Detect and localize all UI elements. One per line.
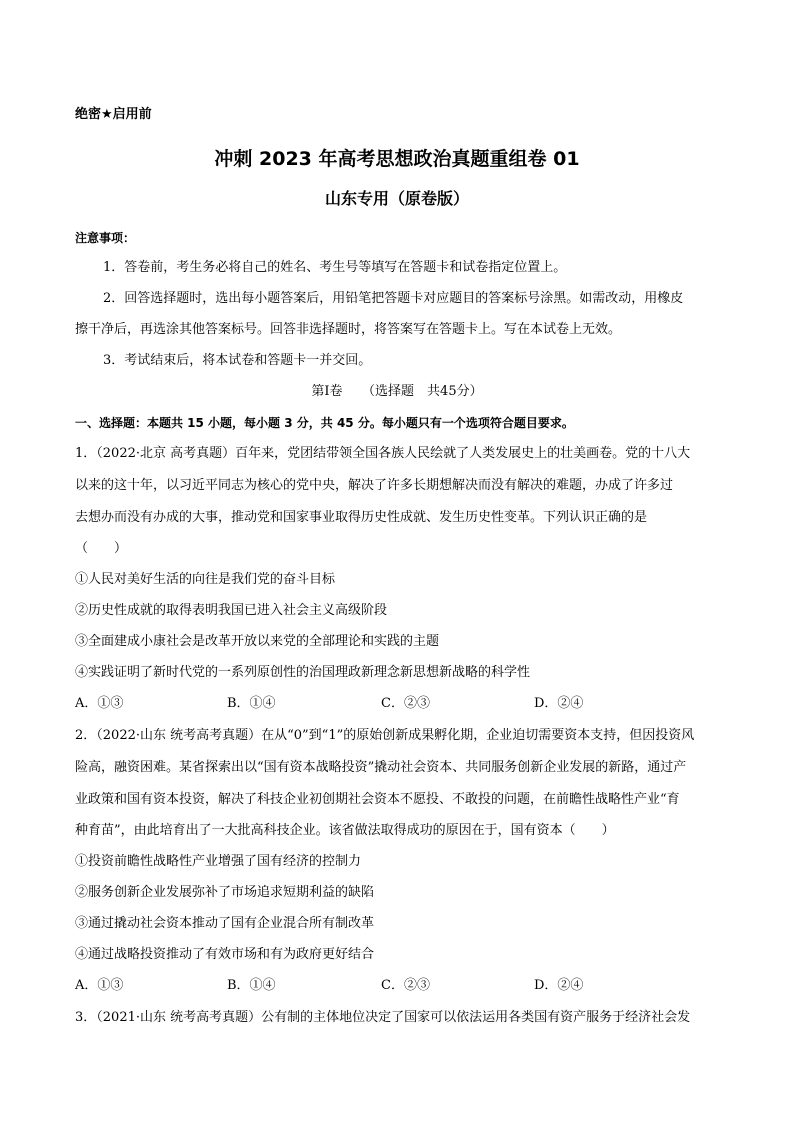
question-1-text: 去想办而没有办成的大事，推动党和国家事业取得历史性成就、发生历史性变革。下列认识正确的是 bbox=[75, 510, 648, 525]
question-1-statement: ④实践证明了新时代党的一系列原创性的治国理政新理念新思想新战略的科学性 bbox=[75, 665, 531, 680]
question-2-statement: ③通过撬动社会资本推动了国有企业混合所有制改革 bbox=[75, 916, 375, 931]
question-2-text: 险高，融资困难。某省探索出以“国有资本战略投资”撬动社会资本、共同服务创新企业发展的新路，通过产 bbox=[75, 760, 687, 775]
option-b[interactable]: B．①④ bbox=[227, 978, 276, 993]
question-2-text: 种育苗”，由此培育出了一大批高科技企业。该省做法取得成功的原因在于，国有资本（ ） bbox=[75, 823, 615, 838]
question-1-blank: （ ） bbox=[75, 541, 128, 556]
option-c[interactable]: C．②③ bbox=[381, 696, 430, 711]
question-1-statement: ①人民对美好生活的向往是我们党的奋斗目标 bbox=[75, 572, 336, 587]
question-1-statement: ③全面建成小康社会是改革开放以来党的全部理论和实践的主题 bbox=[75, 634, 440, 649]
question-3-text: 3．（2021·山东 统考高考真题）公有制的主体地位决定了国家可以依法运用各类国有资产服务于经济社会发 bbox=[75, 1010, 691, 1025]
notice-item: 2．回答选择题时，选出每小题答案后，用铅笔把答题卡对应题目的答案标号涂黑。如需改动，用橡皮 bbox=[103, 291, 684, 306]
question-2-text: 2．（2022·山东 统考高考真题）在从“0”到“1”的原始创新成果孵化期，企业迫切需要资本支持，但因投资风 bbox=[75, 728, 695, 743]
notice-item: 3．考试结束后，将本试卷和答题卡一并交回。 bbox=[103, 353, 372, 368]
question-2-statement: ①投资前瞻性战略性产业增强了国有经济的控制力 bbox=[75, 854, 362, 869]
question-2-statement: ②服务创新企业发展弥补了市场追求短期利益的缺陷 bbox=[75, 885, 375, 900]
option-b[interactable]: B．①④ bbox=[227, 696, 276, 711]
option-c[interactable]: C．②③ bbox=[381, 978, 430, 993]
notice-item-continuation: 擦干净后，再选涂其他答案标号。回答非选择题时，将答案写在答题卡上。写在本试卷上无效。 bbox=[75, 322, 622, 337]
question-1-options bbox=[75, 695, 725, 713]
notice-item: 1．答卷前，考生务必将自己的姓名、考生号等填写在答题卡和试卷指定位置上。 bbox=[103, 260, 567, 275]
question-2-options bbox=[75, 977, 725, 995]
page-subtitle: 山东专用（原卷版） bbox=[324, 189, 469, 208]
question-1-text: 1．（2022·北京 高考真题）百年来，党团结带领全国各族人民绘就了人类发展史上的壮美画卷。党的十八大 bbox=[75, 446, 691, 461]
question-2-text: 业政策和国有资本投资，解决了科技企业初创期社会资本不愿投、不敢投的问题，在前瞻性战略性产业“育 bbox=[75, 792, 680, 807]
question-2-statement: ④通过战略投资推动了有效市场和有为政府更好结合 bbox=[75, 947, 375, 962]
option-a[interactable]: A．①③ bbox=[75, 978, 124, 993]
page-title: 冲刺 2023 年高考思想政治真题重组卷 01 bbox=[214, 148, 580, 170]
section-title: 第Ⅰ卷 （选择题 共45分） bbox=[311, 384, 483, 399]
notice-heading: 注意事项： bbox=[75, 231, 136, 245]
option-d[interactable]: D．②④ bbox=[534, 696, 584, 711]
question-1-statement: ②历史性成就的取得表明我国已进入社会主义高级阶段 bbox=[75, 603, 388, 618]
option-a[interactable]: A．①③ bbox=[75, 696, 124, 711]
question-1-text: 以来的这十年，以习近平同志为核心的党中央，解决了许多长期想解决而没有解决的难题，办成了许多过 bbox=[75, 478, 674, 493]
secret-mark: 绝密★启用前 bbox=[75, 107, 152, 122]
option-d[interactable]: D．②④ bbox=[534, 978, 584, 993]
section-instruction: 一、选择题：本题共 15 小题，每小题 3 分，共 45 分。每小题只有一个选项符合题目要求。 bbox=[75, 416, 574, 430]
